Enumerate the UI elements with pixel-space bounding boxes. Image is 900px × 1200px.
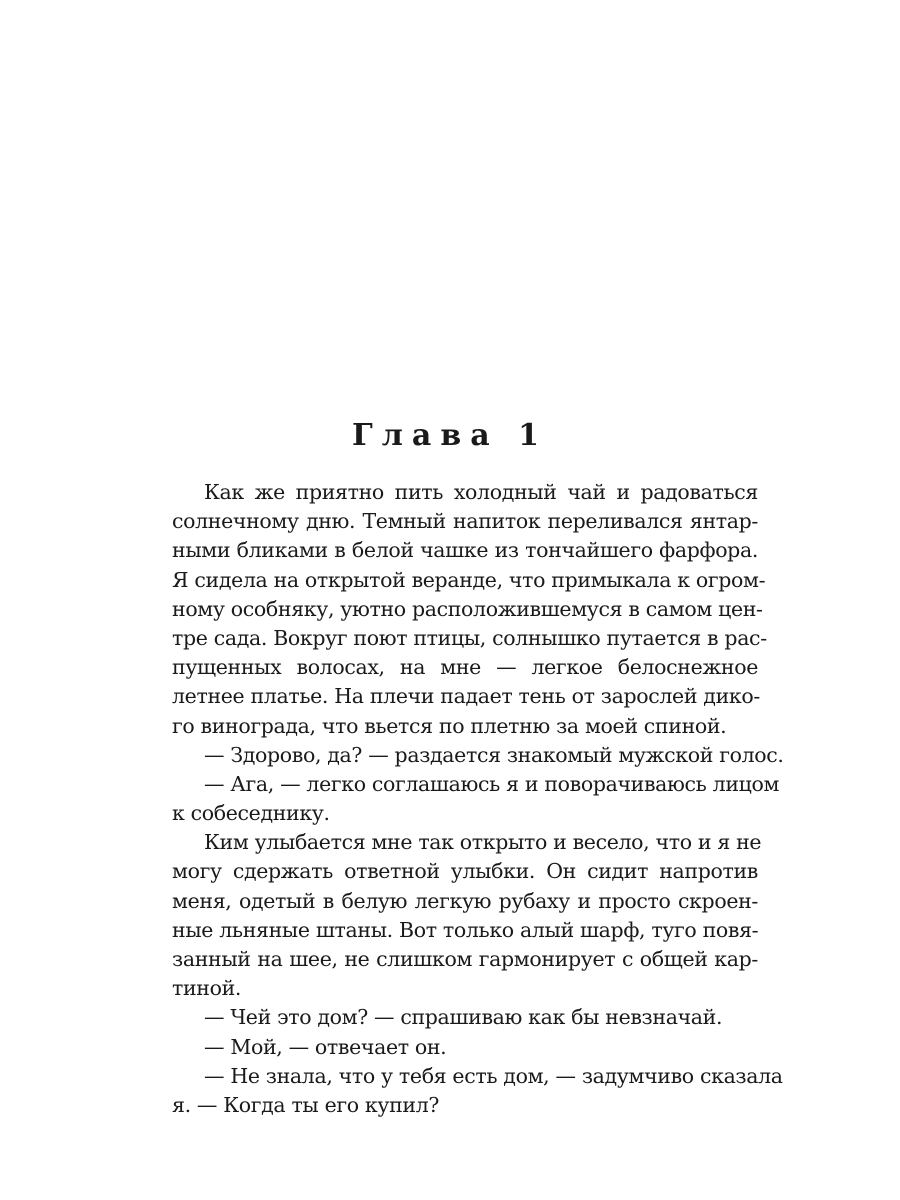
text-line: могу сдержать ответной улыбки. Он сидит напротив: [172, 859, 758, 884]
text-line: — Мой, — отвечает он.: [204, 1034, 447, 1059]
chapter-body: [140, 478, 784, 1120]
text-line: пущенных волосах, на мне — легкое белоснежное: [172, 655, 758, 680]
text-line: — Чей это дом? — спрашиваю как бы невзначай.: [204, 1005, 723, 1030]
text-line: солнечному дню. Темный напиток переливался янтар-: [172, 509, 758, 534]
text-line: ными бликами в белой чашке из тончайшего фарфора.: [172, 538, 758, 563]
text-line: Я сидела на открытой веранде, что примыкала к огром-: [172, 567, 766, 592]
text-line: меня, одетый в белую легкую рубаху и просто скроен-: [172, 888, 758, 913]
text-line: ному особняку, уютно расположившемуся в самом цен-: [172, 596, 763, 621]
text-line: Ким улыбается мне так открыто и весело, что и я не: [204, 830, 762, 855]
text-line: летнее платье. На плечи падает тень от зарослей дико-: [172, 684, 760, 709]
text-line: я. — Когда ты его купил?: [172, 1092, 440, 1117]
text-line: тиной.: [172, 976, 242, 1001]
dialogue-line: [140, 1033, 758, 1062]
text-line: ные льняные штаны. Вот только алый шарф, туго повя-: [172, 917, 759, 942]
text-line: к собеседнику.: [172, 801, 330, 826]
text-line: тре сада. Вокруг поют птицы, солнышко путается в рас-: [172, 625, 767, 650]
text-line: Как же приятно пить холодный чай и радоваться: [204, 480, 758, 504]
paragraph: [140, 478, 767, 741]
text-line: — Ага, — легко соглашаюсь я и поворачиваюсь лицом: [204, 771, 780, 796]
dialogue-line: [140, 770, 780, 828]
dialogue-line: [140, 1062, 783, 1120]
text-line: занный на шее, не слишком гармонирует с общей кар-: [172, 947, 758, 971]
paragraph: [140, 828, 762, 1003]
dialogue-line: [140, 741, 784, 770]
text-line: — Здорово, да? — раздается знакомый мужской голос.: [204, 742, 784, 767]
text-line: го винограда, что вьется по плетню за моей спиной.: [172, 713, 727, 738]
text-line: — Не знала, что у тебя есть дом, — задумчиво сказала: [204, 1063, 783, 1088]
dialogue-line: [140, 1003, 758, 1032]
chapter-title: Глава 1: [352, 418, 548, 453]
